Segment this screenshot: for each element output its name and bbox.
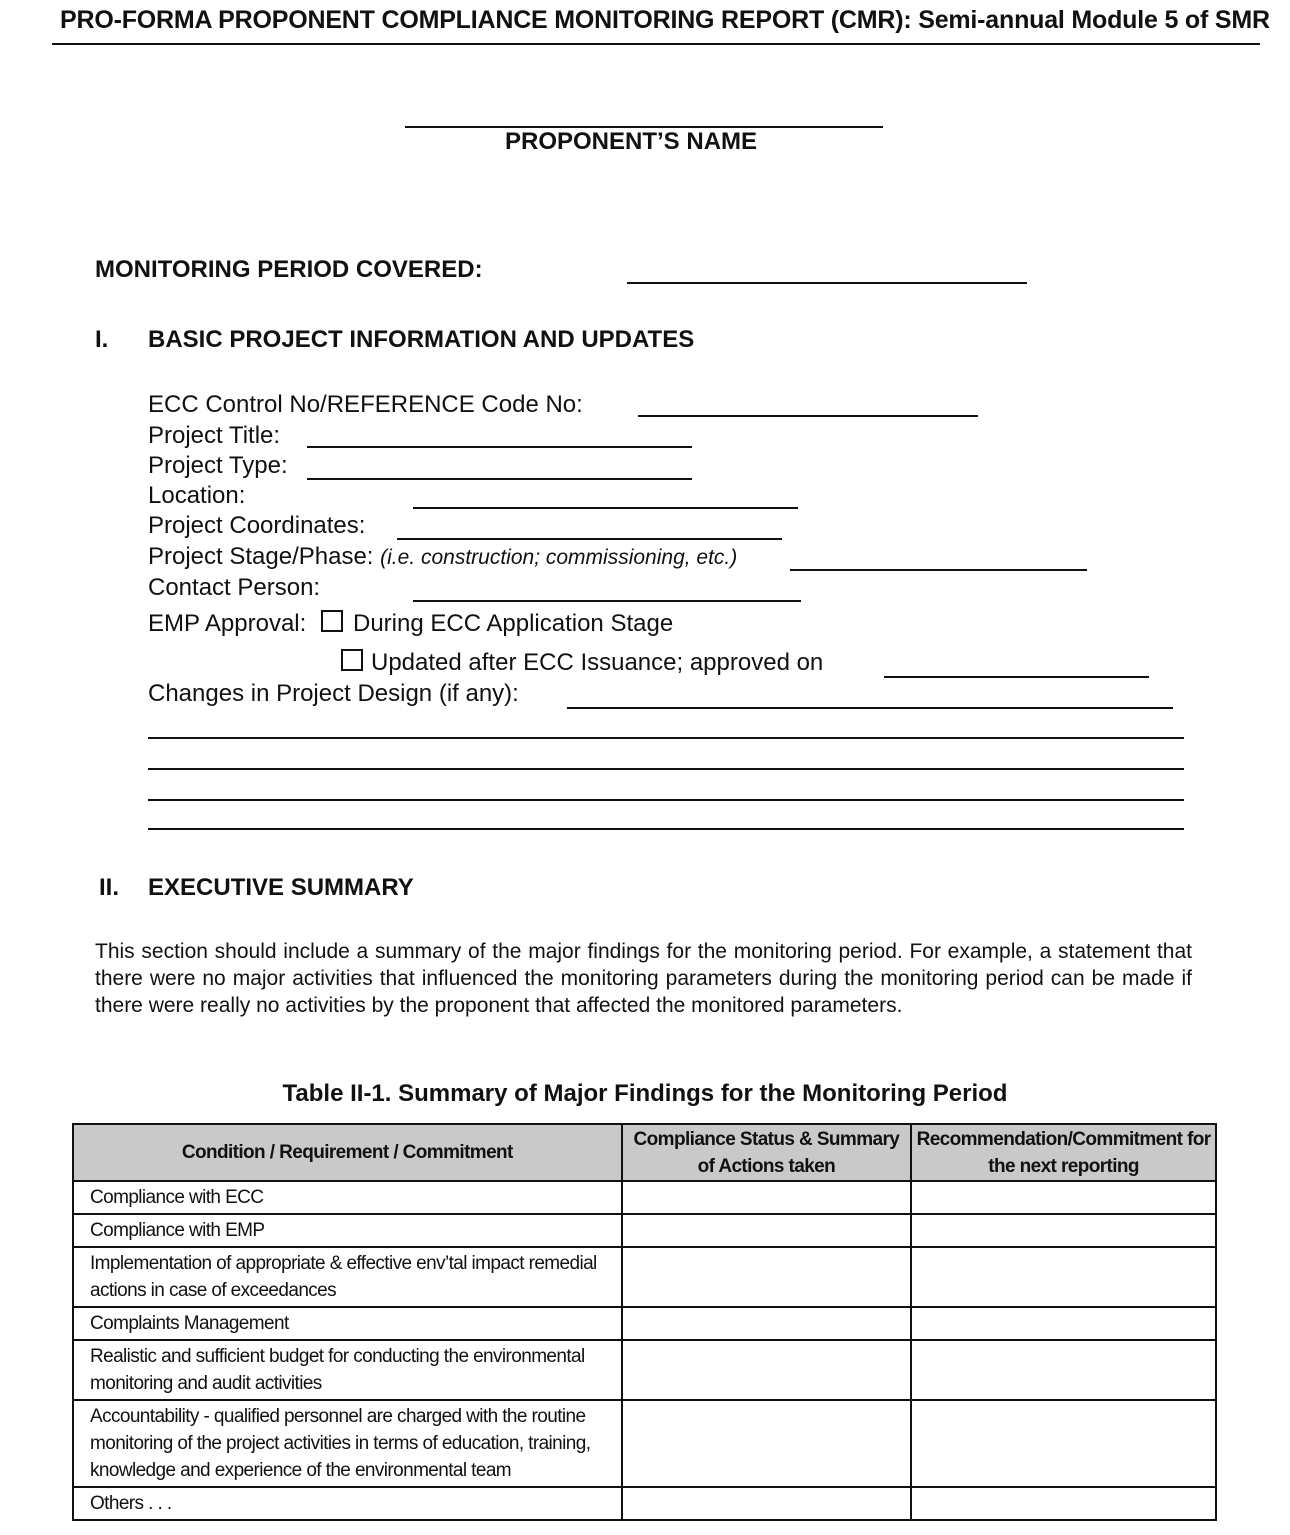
contact-person-label: Contact Person:	[148, 574, 321, 601]
row-label-accountability: Accountability - qualified personnel are charged with the routine monitoring of the project activities in terms of education, training, knowledge and experience of the environmental team	[73, 1400, 622, 1487]
row-label-remedial-actions: Implementation of appropriate & effective env’tal impact remedial actions in case of exceedances	[73, 1247, 622, 1307]
section-1-number: I.	[95, 326, 109, 353]
project-title-blank[interactable]	[307, 446, 692, 448]
row-label-compliance-emp: Compliance with EMP	[73, 1214, 622, 1247]
table-row	[73, 1487, 1216, 1520]
document-header-title: PRO-FORMA PROPONENT COMPLIANCE MONITORING REPORT (CMR): Semi-annual Module 5 of SMR	[60, 6, 1270, 34]
project-title-label: Project Title:	[148, 422, 281, 449]
emp-updated-row	[341, 649, 823, 677]
recommendation-cell[interactable]	[911, 1307, 1216, 1340]
project-stage-label	[148, 543, 737, 571]
changes-design-label: Changes in Project Design (if any):	[148, 680, 519, 707]
compliance-status-cell[interactable]	[622, 1340, 912, 1400]
project-stage-note: (i.e. construction; commissioning, etc.)	[380, 546, 738, 569]
table-row	[73, 1181, 1216, 1214]
emp-approved-date-blank[interactable]	[884, 676, 1149, 678]
ecc-control-blank[interactable]	[638, 415, 978, 417]
contact-person-blank[interactable]	[413, 600, 801, 602]
table-row	[73, 1340, 1216, 1400]
project-type-blank[interactable]	[307, 478, 692, 480]
column-header-compliance: Compliance Status & Summary of Actions taken	[622, 1124, 912, 1181]
compliance-status-cell[interactable]	[622, 1307, 912, 1340]
findings-table	[72, 1123, 1217, 1521]
project-coordinates-blank[interactable]	[397, 538, 782, 540]
monitoring-period-label: MONITORING PERIOD COVERED:	[95, 256, 483, 283]
table-caption: Table II-1. Summary of Major Findings for the Monitoring Period	[282, 1080, 1008, 1107]
changes-design-blank-line[interactable]	[148, 768, 1184, 770]
recommendation-cell[interactable]	[911, 1247, 1216, 1307]
section-1-title: BASIC PROJECT INFORMATION AND UPDATES	[148, 326, 695, 353]
location-blank[interactable]	[413, 507, 798, 509]
row-label-budget: Realistic and sufficient budget for conducting the environmental monitoring and audit activities	[73, 1340, 622, 1400]
project-stage-blank[interactable]	[790, 569, 1087, 571]
table-header-row	[73, 1124, 1216, 1181]
changes-design-blank-line[interactable]	[148, 828, 1184, 830]
section-2-number: II.	[99, 874, 120, 901]
executive-summary-paragraph: This section should include a summary of the major findings for the monitoring period. For example, a statement that there were no major activities that influenced the monitoring parameters during the monitoring period can be made if there were really no activities by the proponent that affected the monitored parameters.	[95, 940, 1192, 1017]
changes-design-blank-line[interactable]	[148, 799, 1184, 801]
table-row	[73, 1247, 1216, 1307]
compliance-status-cell[interactable]	[622, 1247, 912, 1307]
recommendation-cell[interactable]	[911, 1214, 1216, 1247]
row-label-compliance-ecc: Compliance with ECC	[73, 1181, 622, 1214]
table-row	[73, 1214, 1216, 1247]
compliance-status-cell[interactable]	[622, 1487, 912, 1520]
location-label: Location:	[148, 482, 246, 509]
emp-updated-label: Updated after ECC Issuance; approved on	[371, 649, 824, 676]
compliance-status-cell[interactable]	[622, 1181, 912, 1214]
proponent-name-label: PROPONENT’S NAME	[505, 128, 758, 155]
column-header-condition: Condition / Requirement / Commitment	[73, 1124, 622, 1181]
table-row	[73, 1400, 1216, 1487]
changes-design-blank-line[interactable]	[148, 737, 1184, 739]
recommendation-cell[interactable]	[911, 1181, 1216, 1214]
section-2-title: EXECUTIVE SUMMARY	[148, 874, 414, 901]
changes-design-blank[interactable]	[567, 707, 1173, 709]
compliance-status-cell[interactable]	[622, 1400, 912, 1487]
recommendation-cell[interactable]	[911, 1487, 1216, 1520]
column-header-recommendation: Recommendation/Commitment for the next reporting	[911, 1124, 1216, 1181]
emp-approval-label: EMP Approval:	[148, 610, 307, 637]
emp-during-ecc-checkbox[interactable]	[321, 610, 343, 632]
recommendation-cell[interactable]	[911, 1400, 1216, 1487]
emp-approval-row	[148, 610, 673, 638]
project-type-label: Project Type:	[148, 452, 288, 479]
compliance-status-cell[interactable]	[622, 1214, 912, 1247]
header-rule	[52, 43, 1260, 45]
ecc-control-label: ECC Control No/REFERENCE Code No:	[148, 391, 583, 418]
row-label-others: Others . . .	[73, 1487, 622, 1520]
emp-during-ecc-label: During ECC Application Stage	[352, 610, 674, 637]
project-stage-text: Project Stage/Phase:	[148, 543, 374, 570]
recommendation-cell[interactable]	[911, 1340, 1216, 1400]
project-coordinates-label: Project Coordinates:	[148, 512, 366, 539]
emp-updated-checkbox[interactable]	[341, 649, 363, 671]
monitoring-period-blank[interactable]	[627, 282, 1027, 284]
row-label-complaints: Complaints Management	[73, 1307, 622, 1340]
table-row	[73, 1307, 1216, 1340]
